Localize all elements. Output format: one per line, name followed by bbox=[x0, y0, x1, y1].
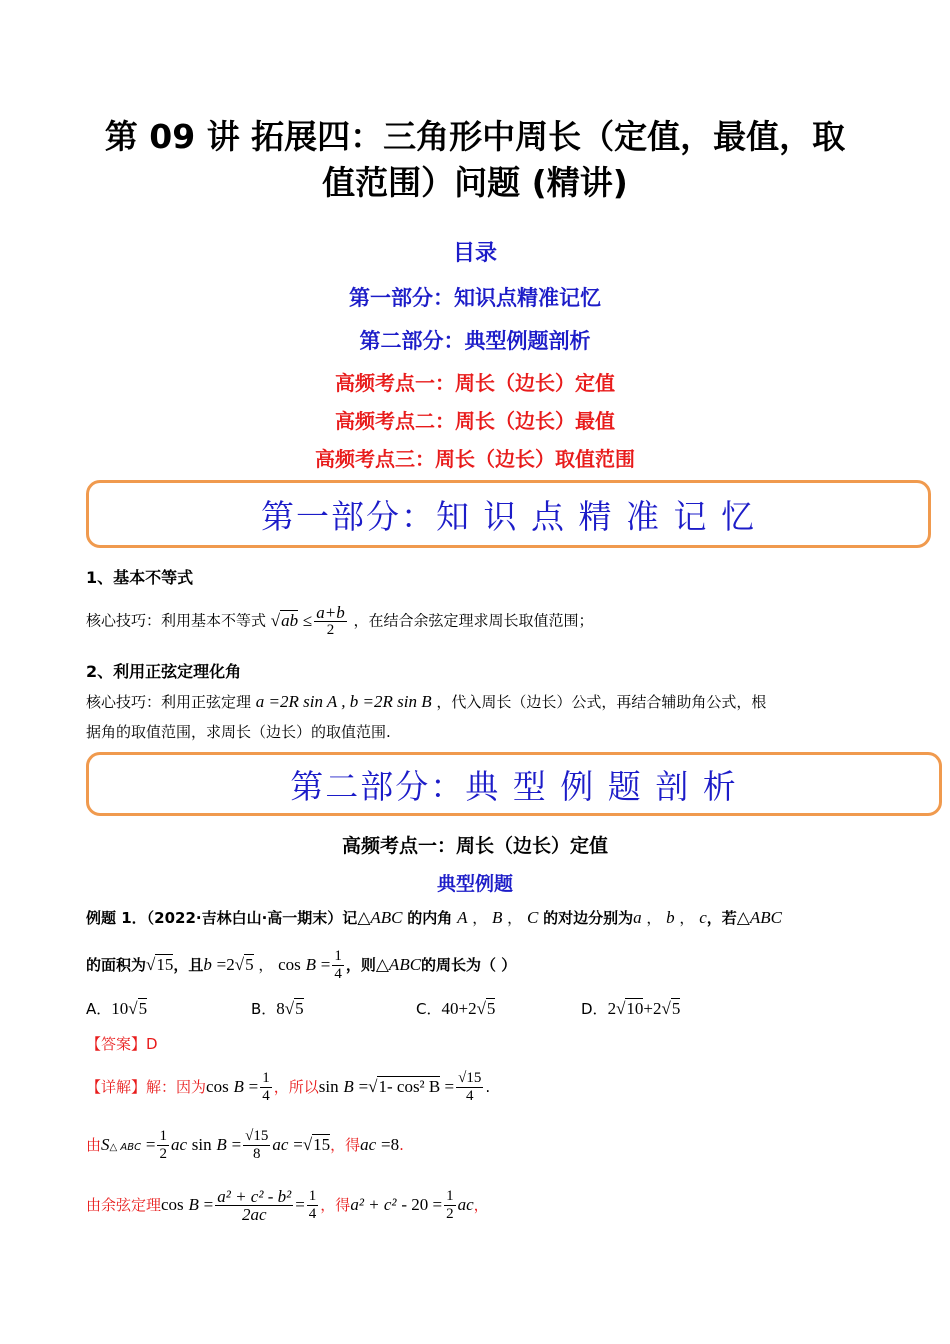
example1-line2: 的面积为√15，且b =2√5 ， cos B = $\frac{1}{4}$ ，则△ABC的周长为（ ） bbox=[86, 948, 517, 982]
sine-law-formula: a =2R sin A , b =2R sin B bbox=[255, 692, 432, 711]
sqrt-ab-formula: √ab ≤ $\frac{a+b}{2}$ bbox=[270, 603, 345, 638]
detail-line1: 【详解】解：因为cos B = $\frac{1}{4}$ ，所以sin B =√1- cos² B = $\frac{√15}{4}$ . bbox=[86, 1070, 491, 1104]
detail-2b: ，得 bbox=[330, 1136, 361, 1154]
example1-c: 的对边分别为 bbox=[543, 909, 634, 927]
detail-1a: 解：因为 bbox=[146, 1078, 207, 1096]
item1-title: 1、基本不等式 bbox=[86, 568, 194, 587]
point1-title: 高频考点一：周长（边长）定值 bbox=[341, 835, 608, 857]
example1-e: 的面积为 bbox=[86, 956, 147, 974]
detail-1b: ，所以 bbox=[273, 1078, 319, 1096]
toc-part1[interactable]: 第一部分：知识点精准记忆 bbox=[349, 286, 601, 310]
section2-banner-text: 第二部分：典 型 例 题 剖 析 bbox=[290, 766, 738, 806]
item2-title: 2、利用正弦定理化角 bbox=[86, 662, 242, 681]
option-c[interactable]: C．40+2√5 bbox=[416, 999, 496, 1018]
option-b[interactable]: B．8√5 bbox=[251, 999, 304, 1018]
item1-text-a: 核心技巧：利用基本不等式 bbox=[86, 611, 267, 630]
example1-h: 的周长为（ ） bbox=[421, 956, 517, 974]
option-a[interactable]: A．10√5 bbox=[86, 999, 148, 1018]
toc-point2[interactable]: 高频考点二：周长（边长）最值 bbox=[335, 409, 615, 433]
detail-line2: 由S△ ABC = $\frac{1}{2}$ ac sin B = $\frac{√15}{8}$ ac =√15，得ac =8. bbox=[86, 1128, 404, 1162]
detail-line3: 由余弦定理cos B = $\frac{\text{a² + c² - b²}}{2ac}$ = $\frac{1}{4}$ ，得a² + c² - 20 = $\frac{1}{2}$ ac， bbox=[86, 1187, 489, 1224]
answer-label: 【答案】D bbox=[86, 1035, 158, 1053]
example1-b: 的内角 bbox=[407, 909, 453, 927]
example1-d: ，若 bbox=[706, 909, 737, 927]
detail-3b: ，得 bbox=[320, 1196, 351, 1214]
detail-3a: 由余弦定理 bbox=[86, 1196, 162, 1214]
section2-banner bbox=[86, 752, 942, 816]
example1-a: 例题 1．（2022·吉林白山·高一期末）记 bbox=[86, 909, 358, 927]
item1-text bbox=[86, 604, 594, 639]
item2-text-b: ，代入周长（边长）公式，再结合辅助角公式，根 bbox=[436, 693, 767, 711]
doc-title-line2: 值范围）问题 (精讲) bbox=[322, 163, 628, 202]
section1-banner bbox=[86, 480, 931, 548]
doc-title-line1: 第 09 讲 拓展四：三角形中周长（定值，最值，取 bbox=[104, 117, 846, 156]
toc-point1[interactable]: 高频考点一：周长（边长）定值 bbox=[335, 371, 615, 395]
option-d[interactable]: D．2√10+2√5 bbox=[581, 999, 681, 1018]
toc-point3[interactable]: 高频考点三：周长（边长）取值范围 bbox=[315, 447, 635, 471]
example-heading: 典型例题 bbox=[436, 873, 513, 895]
example1-line1: 例题 1．（2022·吉林白山·高一期末）记△ABC 的内角 A ， B ， C 的对边分别为a ， b ， c，若△ABC bbox=[86, 908, 782, 927]
item2-text-line2: 据角的取值范围，求周长（边长）的取值范围. bbox=[86, 723, 391, 741]
toc-part2[interactable]: 第二部分：典型例题剖析 bbox=[359, 329, 591, 353]
example1-g: ，则 bbox=[345, 956, 376, 974]
item2-text-line1 bbox=[86, 692, 766, 712]
item2-text-a: 核心技巧：利用正弦定理 bbox=[86, 693, 252, 711]
toc-heading: 目录 bbox=[452, 241, 497, 266]
section1-banner-text: 第一部分：知 识 点 精 准 记 忆 bbox=[261, 496, 756, 536]
detail-label: 【详解】 bbox=[86, 1078, 147, 1096]
example1-f: ，且 bbox=[173, 956, 204, 974]
item1-text-b: ，在结合余弦定理求周长取值范围； bbox=[353, 611, 594, 630]
detail-2a: 由 bbox=[86, 1136, 102, 1154]
